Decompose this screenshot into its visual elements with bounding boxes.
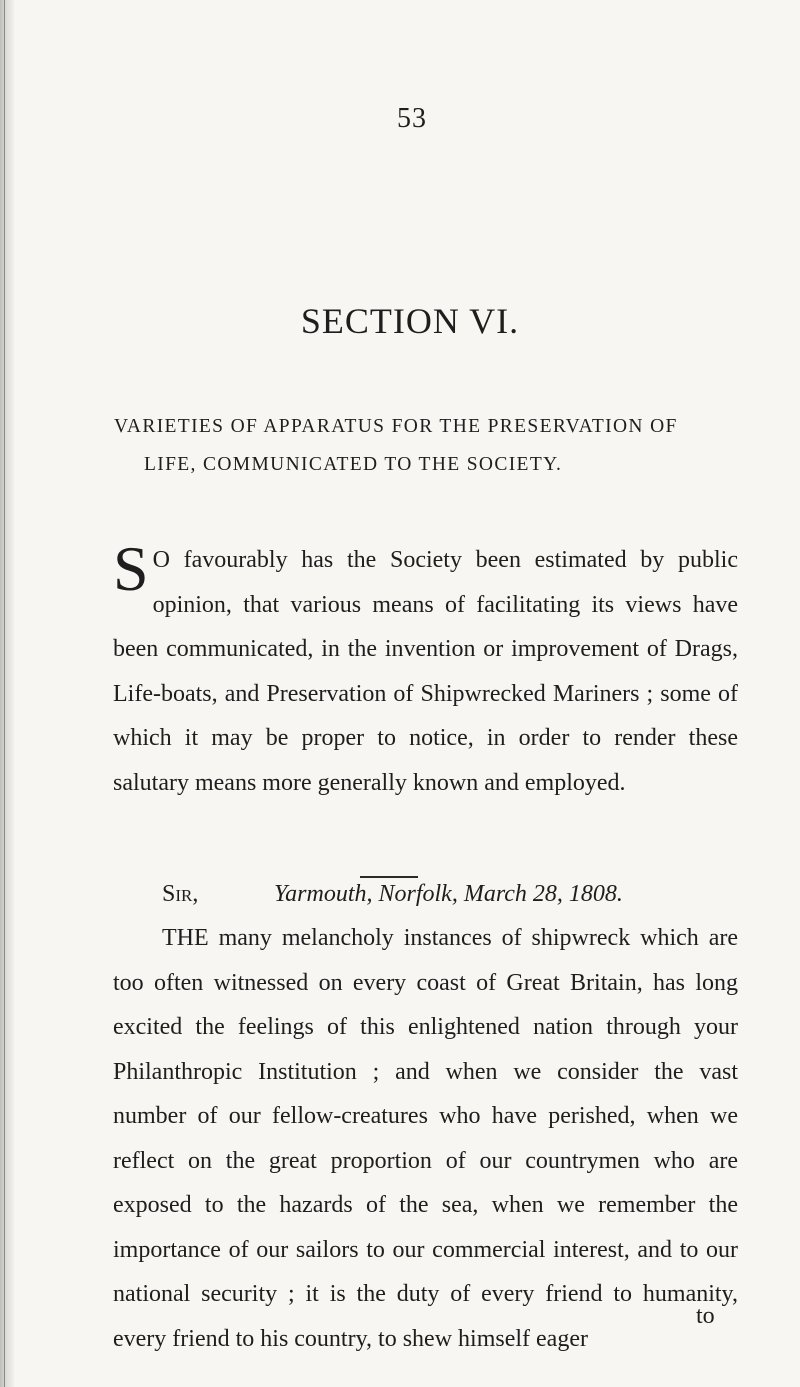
letter-indent	[113, 925, 162, 951]
intro-paragraph	[113, 533, 738, 805]
letter-body	[113, 916, 738, 1361]
subtitle-line-1: VARIETIES OF APPARATUS FOR THE PRESERVATION OF	[114, 416, 678, 437]
intro-text: O favourably has the Society been estimated by public opinion, that various means of facilitating its views have been communicated, in the invention or improvement of Drags, Life-boats, and Preservation of Shipwrecked Mariners ; some of which it may be proper to notice, in order to render these salutary means more generally known and employed.	[113, 547, 738, 796]
letter-place-date: Yarmouth, Norfolk, March 28, 1808.	[274, 881, 623, 907]
page-gutter	[0, 0, 14, 1387]
section-title: SECTION VI.	[300, 301, 520, 341]
page-number: 53	[397, 103, 427, 134]
letter-text: THE many melancholy instances of shipwreck which are too often witnessed on every coast of Great Britain, has long excited the feelings of this enlightened nation through your Philanthropic Institution ; and when we consider the vast number of our fellow-creatures who have perished, when we reflect on the great proportion of our countrymen who are exposed to the hazards of the sea, when we remember the importance of our sailors to our commercial interest, and to our national security ; it is the duty of every friend to humanity, every friend to his country, to shew himself eager	[113, 925, 738, 1352]
drop-cap: S	[113, 533, 149, 604]
letter-heading	[162, 872, 722, 916]
subtitle-line-2: LIFE, COMMUNICATED TO THE SOCIETY.	[144, 454, 563, 475]
letter-salutation: Sir,	[162, 881, 199, 907]
catchword: to	[696, 1303, 715, 1329]
binding-edge	[4, 0, 5, 1387]
section-subtitle	[114, 408, 754, 484]
